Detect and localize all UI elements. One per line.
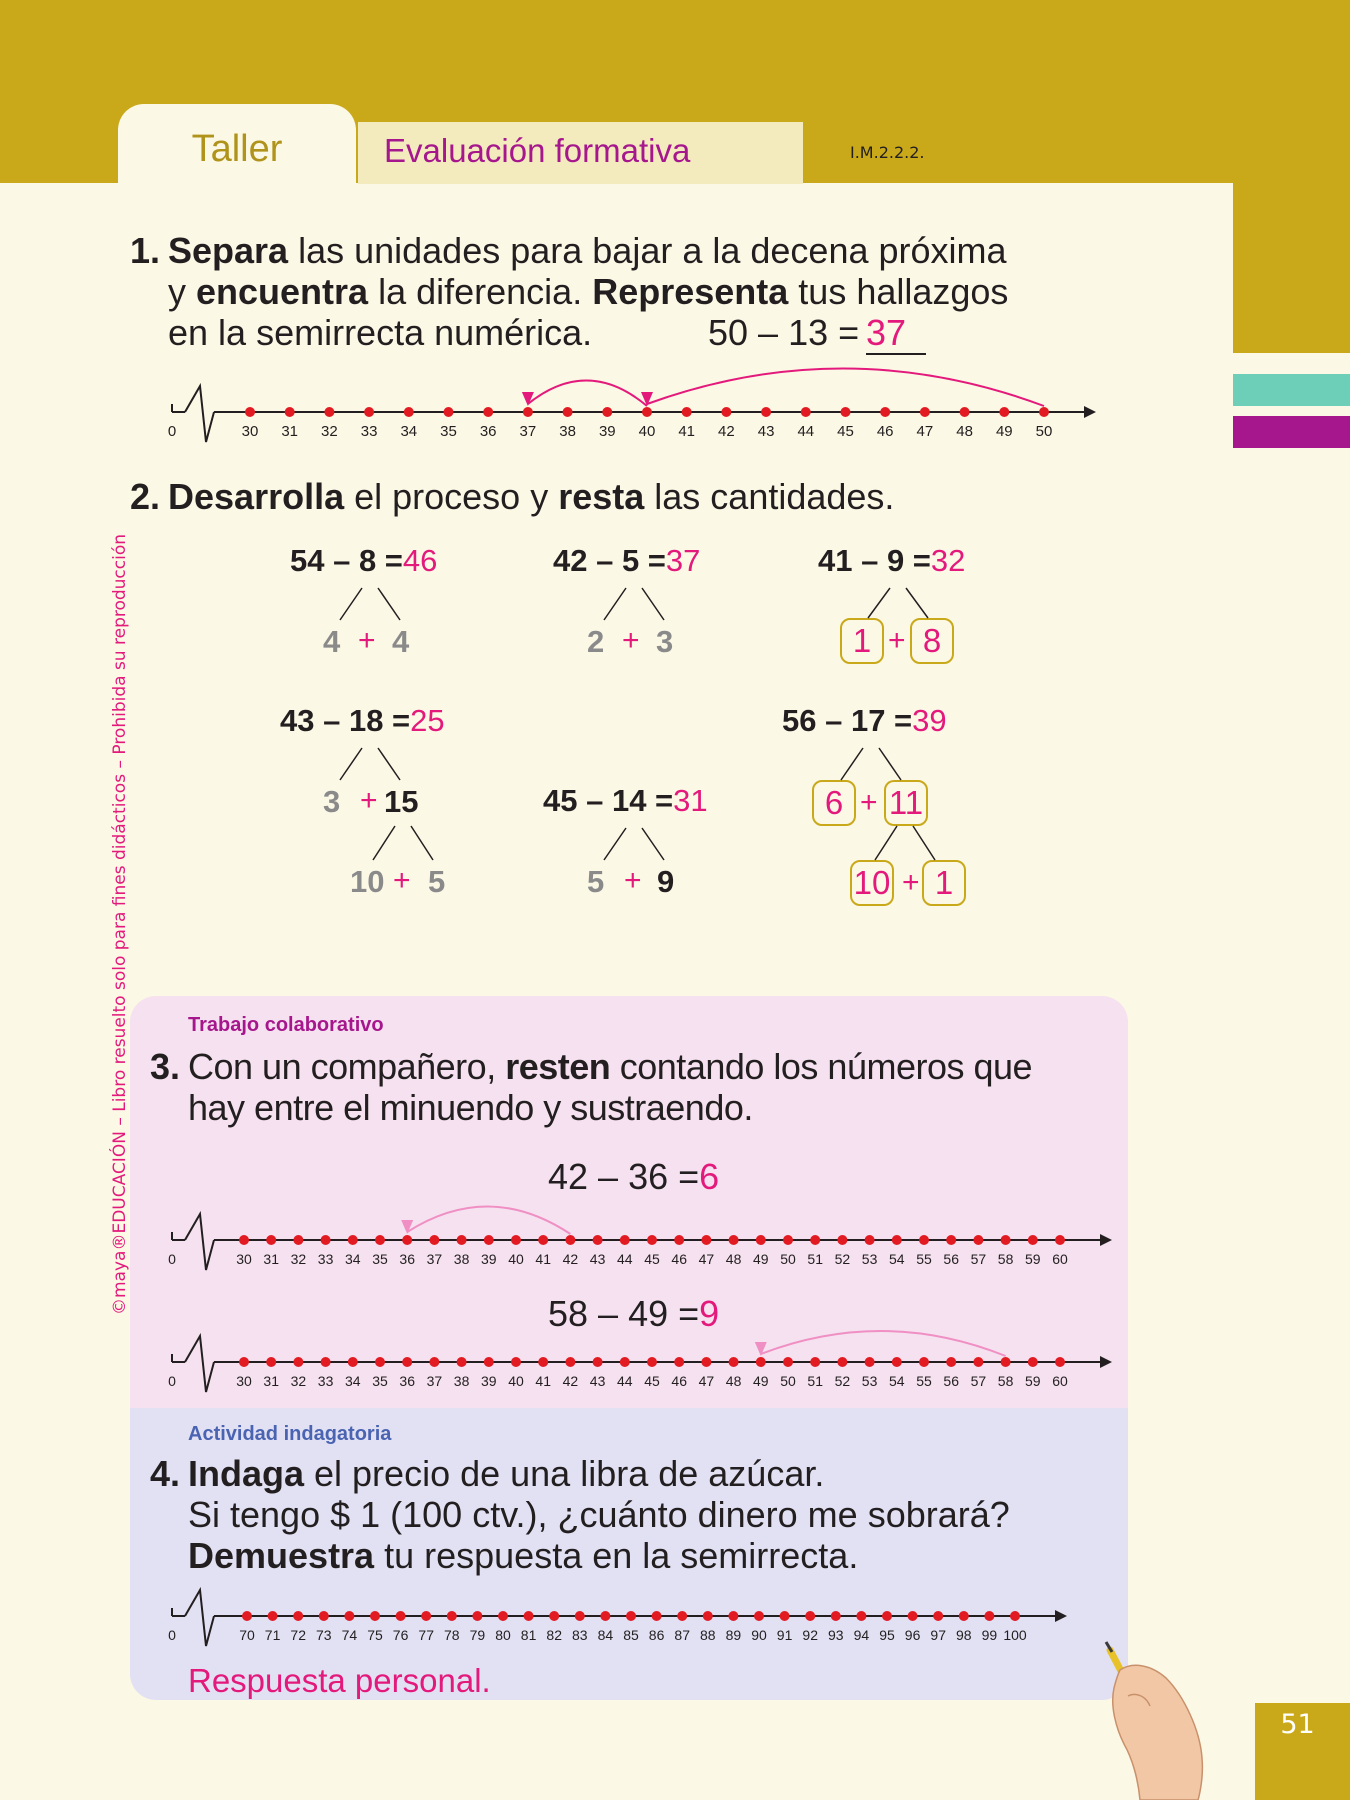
q1-answer: 37 xyxy=(866,312,926,355)
q4-line-dot-86 xyxy=(652,1611,662,1621)
q1-line-zero-label: 0 xyxy=(167,423,177,440)
indicator-code: I.M.2.2.2. xyxy=(850,143,925,162)
q4-line-tick-79: 79 xyxy=(469,1627,486,1643)
q3-line-2-dot-48 xyxy=(729,1357,739,1367)
q3-line-1-tick-35: 35 xyxy=(372,1251,388,1267)
q4-line-dot-79 xyxy=(472,1611,482,1621)
q4-line-dot-73 xyxy=(319,1611,329,1621)
q3-line-2-dot-44 xyxy=(620,1357,630,1367)
q2-number: 2. xyxy=(130,476,161,517)
q3-line-2-dot-58 xyxy=(1001,1357,1011,1367)
q1-line-tick-35: 35 xyxy=(440,423,457,440)
q3-line-1-tick-54: 54 xyxy=(889,1251,905,1267)
tree2-answer: 37 xyxy=(665,543,701,578)
q3-line-1-dot-35 xyxy=(375,1235,385,1245)
q3-line-2-dot-33 xyxy=(321,1357,331,1367)
q4-line-dot-83 xyxy=(575,1611,585,1621)
q1-line-tick-31: 31 xyxy=(281,423,299,440)
q3-line-2-tick-39: 39 xyxy=(481,1373,497,1389)
q4-line xyxy=(168,1590,1067,1646)
q3-line-1-tick-44: 44 xyxy=(617,1251,633,1267)
q1-line-tick-39: 39 xyxy=(598,423,616,440)
q3-line-1-dot-55 xyxy=(919,1235,929,1245)
tree1-part-b: 4 xyxy=(392,624,410,659)
q3-line-1-tick-36: 36 xyxy=(399,1251,415,1267)
q4-line-dot-81 xyxy=(524,1611,534,1621)
q3-line-2-dot-49 xyxy=(756,1357,766,1367)
q4-line-tick-71: 71 xyxy=(264,1627,281,1643)
q3-line-1-dot-45 xyxy=(647,1235,657,1245)
q4-line-tick-77: 77 xyxy=(418,1627,434,1643)
q3-line-2-dot-41 xyxy=(538,1357,548,1367)
q3-line-2-dot-36 xyxy=(402,1357,412,1367)
q3-line-2-tick-38: 38 xyxy=(453,1373,470,1389)
q3-line-2-dot-54 xyxy=(892,1357,902,1367)
q3-line-2-dot-52 xyxy=(837,1357,847,1367)
q4-number: 4. xyxy=(150,1453,181,1494)
q3-line-1-tick-48: 48 xyxy=(725,1251,742,1267)
q3-line-2-dot-55 xyxy=(919,1357,929,1367)
tree2-plus: + xyxy=(622,624,640,657)
q3-line-2-tick-33: 33 xyxy=(317,1373,334,1389)
q4-line-dot-97 xyxy=(933,1611,943,1621)
tree5-answer: 31 xyxy=(673,783,708,818)
q1-line-tick-37: 37 xyxy=(519,423,537,440)
q3-line-1-dot-47 xyxy=(701,1235,711,1245)
q3-line-2-dot-35 xyxy=(375,1357,385,1367)
q3-line-1-dot-56 xyxy=(946,1235,956,1245)
q3-line-1-tick-58: 58 xyxy=(997,1251,1014,1267)
q3-line-1-tick-43: 43 xyxy=(589,1251,606,1267)
tree6-answer: 39 xyxy=(912,703,947,738)
tree3-part-b: 8 xyxy=(910,618,954,664)
q3-line-2-dot-47 xyxy=(701,1357,711,1367)
q1-line-tick-48: 48 xyxy=(956,423,973,440)
q3-line-1-tick-38: 38 xyxy=(453,1251,470,1267)
q3-line-1-tick-56: 56 xyxy=(943,1251,959,1267)
q4-line-dot-84 xyxy=(600,1611,610,1621)
q3-line-2-tick-51: 51 xyxy=(807,1373,823,1389)
q1-line-tick-43: 43 xyxy=(757,423,775,440)
q4-line-tick-78: 78 xyxy=(444,1627,460,1643)
q4-line-tick-80: 80 xyxy=(495,1627,511,1643)
q3-hop-1-head xyxy=(401,1220,413,1234)
q3-line-2-dot-37 xyxy=(429,1357,439,1367)
q3-line-2-tick-30: 30 xyxy=(236,1373,252,1389)
q4-line-tick-99: 99 xyxy=(981,1627,998,1643)
q1-text: Separa las unidades para bajar a la decena próxima y encuentra la diferencia. Representa tus hallazgos en la semirrecta numérica. xyxy=(168,230,1009,353)
tree5-part-b: 9 xyxy=(657,864,675,899)
q4-line-tick-73: 73 xyxy=(316,1627,332,1643)
q4-line-dot-92 xyxy=(805,1611,815,1621)
q3-line-2-tick-58: 58 xyxy=(997,1373,1014,1389)
q1-line-tick-32: 32 xyxy=(321,423,338,440)
q3-line-2-dot-34 xyxy=(348,1357,358,1367)
q3-line-2-dot-31 xyxy=(266,1357,276,1367)
q3-line-2-dot-45 xyxy=(647,1357,657,1367)
q1-line-tick-36: 36 xyxy=(479,423,497,440)
q3-line-2-dot-42 xyxy=(565,1357,575,1367)
tree1-answer: 46 xyxy=(402,543,438,578)
q4-line-tick-84: 84 xyxy=(597,1627,614,1643)
q3-line-1-tick-41: 41 xyxy=(535,1251,551,1267)
evaluation-tab-label: Evaluación formativa xyxy=(384,132,691,169)
q1-line-tick-38: 38 xyxy=(559,423,576,440)
q4-line-dot-94 xyxy=(856,1611,866,1621)
q4-line-tick-90: 90 xyxy=(751,1627,767,1643)
q4-line-tick-92: 92 xyxy=(802,1627,818,1643)
q4-line-tick-89: 89 xyxy=(725,1627,742,1643)
q1-line-tick-30: 30 xyxy=(241,423,259,440)
q3-line-1-zero-label: 0 xyxy=(168,1251,176,1267)
q3-line-1-dot-59 xyxy=(1028,1235,1038,1245)
q3-line-2-dot-51 xyxy=(810,1357,820,1367)
q3-line-1-dot-58 xyxy=(1001,1235,1011,1245)
q3-line-1-dot-42 xyxy=(565,1235,575,1245)
q1-line-tick-49: 49 xyxy=(995,423,1013,440)
q3-line-1-tick-50: 50 xyxy=(780,1251,796,1267)
q3-line-1-tick-53: 53 xyxy=(861,1251,878,1267)
q3-line-2-dot-50 xyxy=(783,1357,793,1367)
tree4-plus: + xyxy=(360,784,378,817)
tree5-part-a: 5 xyxy=(587,864,605,899)
tree6-part-a: 6 xyxy=(812,780,856,826)
tree4-part-d: 5 xyxy=(428,864,446,899)
q4-line-tick-88: 88 xyxy=(700,1627,716,1643)
q1-line-tick-42: 42 xyxy=(718,423,735,440)
q3-line-1-tick-52: 52 xyxy=(834,1251,851,1267)
q1-line-tick-46: 46 xyxy=(876,423,894,440)
q4-line-dot-98 xyxy=(959,1611,969,1621)
q3-line-1-tick-47: 47 xyxy=(698,1251,715,1267)
tree6-part-d: 1 xyxy=(922,860,966,906)
q3-line-2-dot-32 xyxy=(293,1357,303,1367)
q3-line-1-tick-42: 42 xyxy=(562,1251,579,1267)
q3-line-1-dot-49 xyxy=(756,1235,766,1245)
q3-line-2-tick-48: 48 xyxy=(725,1373,742,1389)
q4-text: Indaga el precio de una libra de azúcar. Si tengo $ 1 (100 ctv.), ¿cuánto dinero me sobrará? Demuestra tu respuesta en la semirrecta. xyxy=(188,1453,1010,1576)
q3-line-1-dot-51 xyxy=(810,1235,820,1245)
q4-line-tick-96: 96 xyxy=(904,1627,921,1643)
q3-line-1-tick-32: 32 xyxy=(290,1251,307,1267)
q3-line-1-tick-49: 49 xyxy=(753,1251,769,1267)
q4-line-dot-88 xyxy=(703,1611,713,1621)
q3-line-1-tick-30: 30 xyxy=(236,1251,252,1267)
q3-line-2-tick-40: 40 xyxy=(508,1373,524,1389)
q4-line-dot-93 xyxy=(831,1611,841,1621)
q3-line-1-tick-40: 40 xyxy=(508,1251,524,1267)
q4-line-tick-86: 86 xyxy=(648,1627,665,1643)
q3-line-1-dot-30 xyxy=(239,1235,249,1245)
q3-line-2-tick-37: 37 xyxy=(426,1373,443,1389)
tree4-expression: 43 – 18 =25 xyxy=(280,703,445,738)
q3-line-1-dot-52 xyxy=(837,1235,847,1245)
q3-text: Con un compañero, resten contando los números que hay entre el minuendo y sustraendo. xyxy=(188,1046,1033,1128)
tree4-plus-2: + xyxy=(393,864,411,897)
tree5-expression: 45 – 14 =31 xyxy=(543,783,708,818)
q1-line-tick-34: 34 xyxy=(400,423,418,440)
q3-line-1-tick-60: 60 xyxy=(1052,1251,1068,1267)
q4-line-dot-75 xyxy=(370,1611,380,1621)
q4-line-dot-99 xyxy=(984,1611,994,1621)
tree6-part-b: 11 xyxy=(884,780,928,826)
q3-line-2-tick-42: 42 xyxy=(562,1373,579,1389)
q3-line-1-tick-34: 34 xyxy=(345,1251,361,1267)
q3-line-2-tick-55: 55 xyxy=(916,1373,932,1389)
q1-line-tick-33: 33 xyxy=(360,423,378,440)
q4-line-tick-70: 70 xyxy=(239,1627,255,1643)
q4-line-dot-70 xyxy=(242,1611,252,1621)
q3-answer-2: 9 xyxy=(699,1293,720,1334)
q3-line-2-tick-44: 44 xyxy=(617,1373,633,1389)
q3-line-2-tick-57: 57 xyxy=(970,1373,987,1389)
q4-line-dot-89 xyxy=(728,1611,738,1621)
tree1-part-a: 4 xyxy=(323,624,341,659)
tree2-part-b: 3 xyxy=(656,624,674,659)
tree1-plus: + xyxy=(358,624,376,657)
q4-line-dot-76 xyxy=(396,1611,406,1621)
q4-line-tick-83: 83 xyxy=(572,1627,588,1643)
q4-line-dot-77 xyxy=(421,1611,431,1621)
q3-hop-2 xyxy=(761,1331,1006,1356)
q2-text: Desarrolla el proceso y resta las cantidades. xyxy=(168,476,895,517)
tree4-part-b: 15 xyxy=(384,784,419,819)
tree6-plus: + xyxy=(860,786,878,819)
q4-line-dot-72 xyxy=(293,1611,303,1621)
q4-line-tick-85: 85 xyxy=(623,1627,639,1643)
q3-line-2-tick-32: 32 xyxy=(290,1373,307,1389)
q4-line-dot-91 xyxy=(780,1611,790,1621)
q1-equation: 50 – 13 = xyxy=(708,312,860,353)
collaborative-work-label: Trabajo colaborativo xyxy=(188,1014,384,1036)
q3-line-2-tick-50: 50 xyxy=(780,1373,796,1389)
q3-line-1-dot-38 xyxy=(457,1235,467,1245)
q3-answer-1: 6 xyxy=(699,1156,720,1197)
q3-line-2-dot-30 xyxy=(239,1357,249,1367)
q3-line-1-arrow xyxy=(1100,1234,1112,1246)
q4-line-tick-82: 82 xyxy=(546,1627,562,1643)
q4-line-tick-94: 94 xyxy=(853,1627,870,1643)
tree4-answer: 25 xyxy=(410,703,445,738)
q3-line-1-dot-48 xyxy=(729,1235,739,1245)
q4-line-dot-78 xyxy=(447,1611,457,1621)
tree3-expression: 41 – 9 =32 xyxy=(818,543,966,578)
q3-line-1-tick-55: 55 xyxy=(916,1251,932,1267)
q4-line-dot-90 xyxy=(754,1611,764,1621)
q4-line-break xyxy=(185,1590,214,1646)
q3-line-2-tick-45: 45 xyxy=(644,1373,660,1389)
q1-keyword-separa: Separa xyxy=(168,230,289,271)
taller-tab-label: Taller xyxy=(191,128,283,170)
tree3-answer: 32 xyxy=(930,543,966,578)
q1-line-tick-50: 50 xyxy=(1035,423,1053,440)
tree3-part-a: 1 xyxy=(840,618,884,664)
q1-line-tick-45: 45 xyxy=(837,423,854,440)
q3-line-1-dot-34 xyxy=(348,1235,358,1245)
q4-line-dot-74 xyxy=(344,1611,354,1621)
copyright-side-note: ©maya®EDUCACIÓN – Libro resuelto solo para fines didácticos – Prohibida su reproducción xyxy=(110,533,130,1315)
tree4-part-a: 3 xyxy=(323,784,341,819)
q3-line-2-tick-52: 52 xyxy=(834,1373,851,1389)
q4-answer: Respuesta personal. xyxy=(188,1662,491,1699)
q3-line-1-dot-54 xyxy=(892,1235,902,1245)
q4-line-tick-97: 97 xyxy=(930,1627,946,1643)
q4-line-tick-74: 74 xyxy=(341,1627,358,1643)
q3-line-1-dot-39 xyxy=(484,1235,494,1245)
q4-line-tick-91: 91 xyxy=(776,1627,793,1643)
q4-line-dot-100 xyxy=(1010,1611,1020,1621)
tree2-part-a: 2 xyxy=(587,624,605,659)
q3-line-2-arrow xyxy=(1100,1356,1112,1368)
q3-line-1-dot-33 xyxy=(321,1235,331,1245)
q1-line-tick-47: 47 xyxy=(916,423,934,440)
q3-line-1-dot-36 xyxy=(402,1235,412,1245)
q4-line-tick-93: 93 xyxy=(828,1627,844,1643)
q4-line-zero-label: 0 xyxy=(168,1627,176,1643)
q3-line-1-dot-32 xyxy=(293,1235,303,1245)
q3-line-2-tick-34: 34 xyxy=(345,1373,361,1389)
q4-line-tick-87: 87 xyxy=(674,1627,690,1643)
q3-hop-2-head xyxy=(755,1342,767,1356)
q3-line-1-tick-59: 59 xyxy=(1025,1251,1041,1267)
q4-line-tick-72: 72 xyxy=(290,1627,306,1643)
q3-line-2-dot-57 xyxy=(973,1357,983,1367)
q3-line-2-break xyxy=(185,1336,214,1392)
q3-line-1-dot-43 xyxy=(593,1235,603,1245)
q3-hop-1 xyxy=(407,1206,570,1234)
tree4-part-c: 10 xyxy=(350,864,385,899)
q4-line-tick-81: 81 xyxy=(520,1627,537,1643)
q3-line-1-dot-57 xyxy=(973,1235,983,1245)
q4-line-dot-71 xyxy=(268,1611,278,1621)
q3-line-1-dot-31 xyxy=(266,1235,276,1245)
q4-line-dot-82 xyxy=(549,1611,559,1621)
q4-line-dot-85 xyxy=(626,1611,636,1621)
q3-line-1-tick-57: 57 xyxy=(970,1251,987,1267)
hand-pencil-illustration xyxy=(1080,1618,1210,1800)
q3-line-2-tick-49: 49 xyxy=(753,1373,769,1389)
q4-line-tick-76: 76 xyxy=(392,1627,409,1643)
q3-equation-1: 42 – 36 =6 xyxy=(548,1156,720,1197)
q3-line-2-tick-41: 41 xyxy=(535,1373,551,1389)
tree6-expression: 56 – 17 =39 xyxy=(782,703,947,738)
q3-line-2-dot-59 xyxy=(1028,1357,1038,1367)
q3-line-2-dot-39 xyxy=(484,1357,494,1367)
q3-line-2-tick-31: 31 xyxy=(263,1373,279,1389)
q3-line-1-tick-37: 37 xyxy=(426,1251,443,1267)
q3-line-1-dot-40 xyxy=(511,1235,521,1245)
q3-line-1-tick-31: 31 xyxy=(263,1251,279,1267)
q3-equation-2: 58 – 49 =9 xyxy=(548,1293,720,1334)
q3-line-1 xyxy=(168,1214,1112,1270)
tree6-plus-2: + xyxy=(902,866,920,899)
q3-line-2-dot-56 xyxy=(946,1357,956,1367)
q4-line-tick-100: 100 xyxy=(1003,1627,1027,1643)
q3-line-1-tick-51: 51 xyxy=(807,1251,823,1267)
tree5-plus: + xyxy=(624,864,642,897)
tree3-plus: + xyxy=(888,624,906,657)
page-number: 51 xyxy=(1280,1709,1315,1740)
q1-line-tick-40: 40 xyxy=(638,423,656,440)
q3-line-2-dot-60 xyxy=(1055,1357,1065,1367)
q4-line-dot-87 xyxy=(677,1611,687,1621)
tree6-part-c: 10 xyxy=(850,860,894,906)
q3-line-2-tick-47: 47 xyxy=(698,1373,715,1389)
q3-line-2-dot-46 xyxy=(674,1357,684,1367)
q1-line-tick-44: 44 xyxy=(797,423,815,440)
q4-line-dot-95 xyxy=(882,1611,892,1621)
q3-line-1-tick-39: 39 xyxy=(481,1251,497,1267)
q1-number: 1. xyxy=(130,230,161,271)
q3-line-1-break xyxy=(185,1214,214,1270)
q3-line-2-dot-40 xyxy=(511,1357,521,1367)
q3-line-2-tick-35: 35 xyxy=(372,1373,388,1389)
q3-number: 3. xyxy=(150,1046,181,1087)
q3-line-1-dot-37 xyxy=(429,1235,439,1245)
q3-line-1-tick-33: 33 xyxy=(317,1251,334,1267)
q3-line-2-tick-54: 54 xyxy=(889,1373,905,1389)
q3-line-2-tick-60: 60 xyxy=(1052,1373,1068,1389)
q3-line-1-dot-46 xyxy=(674,1235,684,1245)
q4-line-dot-96 xyxy=(908,1611,918,1621)
q3-line-2-tick-53: 53 xyxy=(861,1373,878,1389)
q4-line-tick-75: 75 xyxy=(367,1627,383,1643)
tree1-expression: 54 – 8 =46 xyxy=(290,543,438,578)
q3-line-2-tick-46: 46 xyxy=(671,1373,687,1389)
q4-line-dot-80 xyxy=(498,1611,508,1621)
q3-line-2-dot-38 xyxy=(457,1357,467,1367)
q3-line-2-tick-59: 59 xyxy=(1025,1373,1041,1389)
q3-line-1-tick-45: 45 xyxy=(644,1251,660,1267)
q3-line-1-dot-60 xyxy=(1055,1235,1065,1245)
q3-line-1-tick-46: 46 xyxy=(671,1251,687,1267)
q3-line-2-dot-53 xyxy=(865,1357,875,1367)
q3-line-1-dot-44 xyxy=(620,1235,630,1245)
q3-line-1-dot-41 xyxy=(538,1235,548,1245)
q3-line-2-tick-36: 36 xyxy=(399,1373,415,1389)
q3-line-2-dot-43 xyxy=(593,1357,603,1367)
q1-line-tick-41: 41 xyxy=(678,423,696,440)
q4-line-tick-95: 95 xyxy=(879,1627,895,1643)
q4-line-tick-98: 98 xyxy=(956,1627,972,1643)
q4-line-arrow xyxy=(1055,1610,1067,1622)
q3-line-2-tick-43: 43 xyxy=(589,1373,606,1389)
tree2-expression: 42 – 5 =37 xyxy=(553,543,701,578)
q3-line-2-zero-label: 0 xyxy=(168,1373,176,1389)
q3-line-1-dot-53 xyxy=(865,1235,875,1245)
inquiry-activity-label: Actividad indagatoria xyxy=(188,1423,392,1445)
q3-line-2-tick-56: 56 xyxy=(943,1373,959,1389)
q3-line-1-dot-50 xyxy=(783,1235,793,1245)
